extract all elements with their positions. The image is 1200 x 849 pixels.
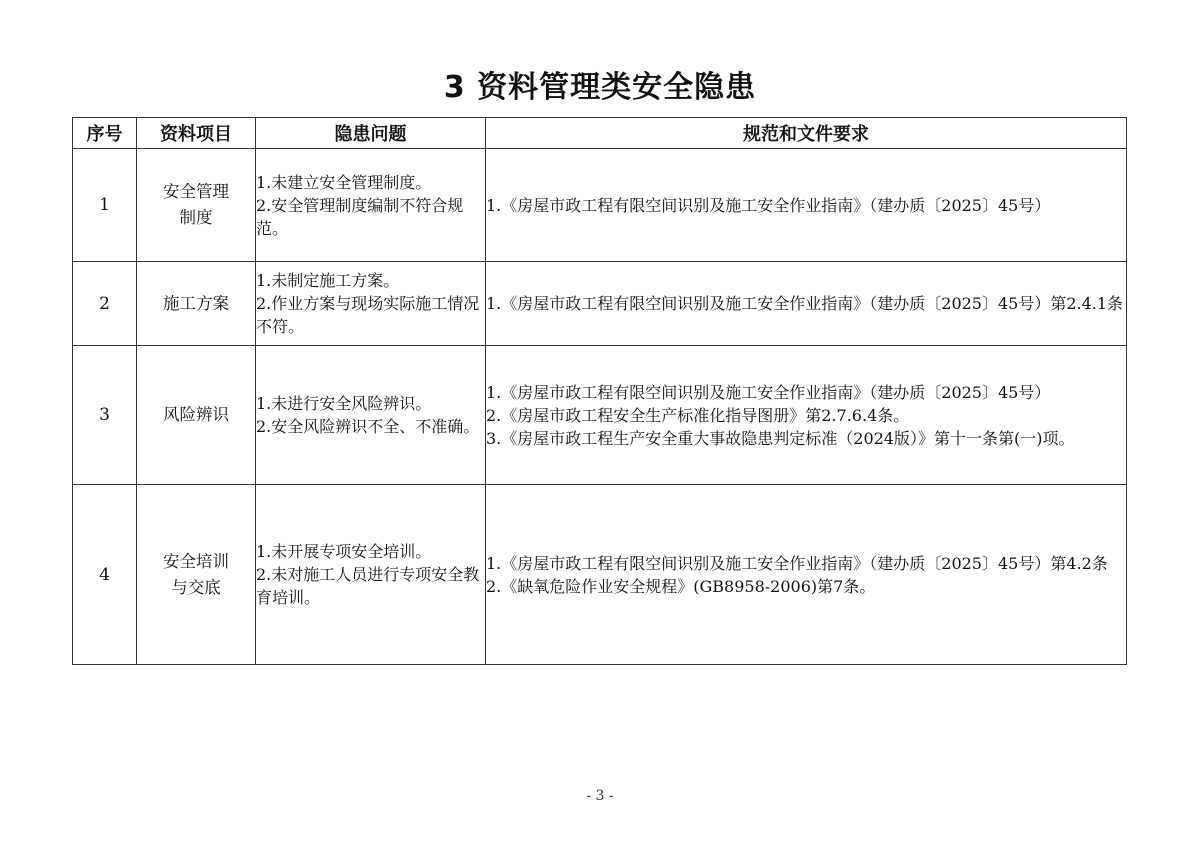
row-issues [256, 485, 486, 665]
page-title: 3 资料管理类安全隐患 [443, 70, 757, 105]
row-issue-line: 2.未对施工人员进行专项安全教育培训。 [256, 565, 480, 607]
row-item-line: 安全管理 [163, 182, 229, 201]
row-item-line: 制度 [179, 208, 213, 227]
row-issues [256, 262, 486, 346]
row-number: 2 [73, 262, 137, 346]
table-row [73, 485, 1127, 665]
row-item [137, 149, 256, 262]
row-requirements [486, 346, 1127, 485]
header-num: 序号 [73, 118, 137, 149]
row-req-line: 1.《房屋市政工程有限空间识别及施工安全作业指南》（建办质〔2025〕45号）第2.4.1条 [486, 294, 1124, 313]
row-item-line: 与交底 [171, 577, 221, 597]
header-requirement: 规范和文件要求 [486, 118, 1127, 149]
table-row [73, 262, 1127, 346]
row-item [137, 346, 256, 485]
row-item-line: 施工方案 [163, 293, 229, 313]
table-row [73, 149, 1127, 262]
row-issue-line: 2.安全管理制度编制不符合规范。 [256, 195, 464, 238]
row-item-line: 风险辨识 [163, 405, 229, 424]
row-requirements [486, 149, 1127, 262]
row-issue-line: 2.作业方案与现场实际施工情况不符。 [256, 294, 480, 336]
row-req-line: 2.《缺氧危险作业安全规程》(GB8958-2006)第7条。 [486, 576, 876, 596]
header-item: 资料项目 [137, 118, 256, 149]
row-req-line: 1.《房屋市政工程有限空间识别及施工安全作业指南》（建办质〔2025〕45号） [486, 382, 1051, 402]
row-requirements [486, 262, 1127, 346]
row-issue-line: 1.未建立安全管理制度。 [256, 172, 432, 192]
row-number: 1 [73, 149, 137, 262]
row-item [137, 485, 256, 665]
row-issues [256, 346, 486, 485]
row-issue-line: 1.未制定施工方案。 [256, 271, 400, 290]
page-number: - 3 - [586, 788, 614, 804]
row-issues [256, 149, 486, 262]
row-issue-line: 1.未开展专项安全培训。 [256, 542, 432, 561]
row-issue-line: 2.安全风险辨识不全、不准确。 [256, 417, 480, 436]
row-item [137, 262, 256, 346]
row-req-line: 1.《房屋市政工程有限空间识别及施工安全作业指南》（建办质〔2025〕45号） [486, 195, 1051, 215]
header-issue: 隐患问题 [256, 118, 486, 149]
row-number: 3 [73, 346, 137, 485]
row-req-line: 3.《房屋市政工程生产安全重大事故隐患判定标准（2024版）》第十一条第(一)项。 [486, 428, 1075, 448]
row-item-line: 安全培训 [163, 551, 229, 571]
row-issue-line: 1.未进行安全风险辨识。 [256, 394, 432, 413]
table-header-row [73, 118, 1127, 149]
row-req-line: 1.《房屋市政工程有限空间识别及施工安全作业指南》（建办质〔2025〕45号）第4.2条 [486, 553, 1108, 573]
row-number: 4 [73, 485, 137, 665]
table-row [73, 346, 1127, 485]
row-requirements [486, 485, 1127, 665]
row-req-line: 2.《房屋市政工程安全生产标准化指导图册》第2.7.6.4条。 [486, 405, 910, 425]
hazard-table [72, 117, 1127, 665]
